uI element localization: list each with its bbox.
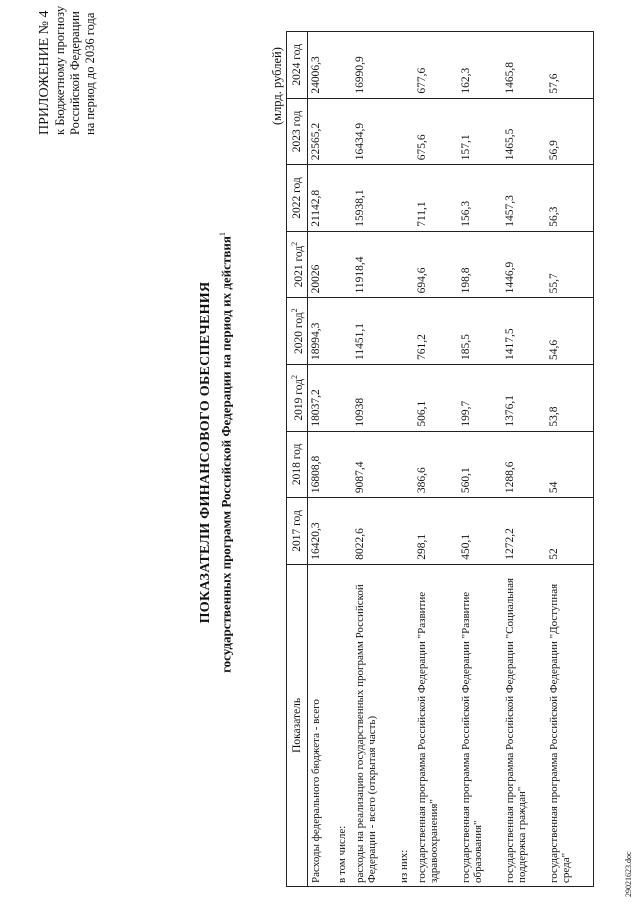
document-file-number: 29021623.doc [624,851,633,897]
value-cell: 53,8 [546,364,594,431]
value-cell [334,165,352,232]
year-label: 2021 год [292,245,305,288]
table-row [334,32,352,887]
value-cell [396,98,414,165]
value-cell [334,364,352,431]
year-footnote-mark: 2 [289,308,299,313]
value-cell: 24006,3 [308,32,334,99]
table-body [308,32,594,887]
value-cell: 711,1 [414,165,458,232]
appendix-heading: ПРИЛОЖЕНИЕ № 4 [37,10,52,135]
value-cell: 157,1 [458,98,502,165]
value-cell: 694,6 [414,231,458,298]
table-row [458,32,502,887]
value-cell [396,298,414,365]
financing-table [286,31,594,887]
year-header [287,32,308,99]
value-cell: 761,2 [414,298,458,365]
value-cell: 298,1 [414,498,458,565]
year-label: 2023 год [291,110,303,153]
value-cell: 16808,8 [308,431,334,498]
row-label: государственная программа Российской Федерации "Социальная поддержка граждан" [502,564,546,886]
year-label: 2018 год [291,443,303,486]
value-cell: 198,8 [458,231,502,298]
year-label: 2024 год [291,44,303,86]
year-footnote-mark: 2 [289,375,299,379]
value-cell: 21142,8 [308,165,334,232]
value-cell: 1376,1 [502,364,546,431]
value-cell: 15938,1 [352,165,396,232]
year-header [287,364,308,431]
value-cell: 185,5 [458,298,502,365]
appendix-line: на период до 2036 года [83,12,97,135]
value-cell: 11451,1 [352,298,396,365]
table-row [352,32,396,887]
year-footnote-mark: 2 [289,241,299,246]
value-cell: 56,3 [546,165,594,232]
value-cell [334,32,352,99]
value-cell: 52 [546,498,594,565]
value-cell: 16420,3 [308,498,334,565]
value-cell: 675,6 [414,98,458,165]
row-label: государственная программа Российской Федерации "Развитие образования" [458,564,502,886]
row-label: государственная программа Российской Федерации "Доступная среда" [546,564,594,886]
row-label: государственная программа Российской Федерации "Развитие здравоохранения" [414,564,458,886]
table-row [414,32,458,887]
value-cell: 22565,2 [308,98,334,165]
value-cell: 20026 [308,231,334,298]
year-header [287,498,308,565]
table-header-row [287,32,308,887]
value-cell: 18994,3 [308,298,334,365]
value-cell: 55,7 [546,231,594,298]
appendix-line: Российской Федерации [68,11,82,135]
row-label: в том числе: [334,564,352,886]
value-cell: 18037,2 [308,364,334,431]
year-header [287,431,308,498]
value-cell: 8022,6 [352,498,396,565]
year-header [287,98,308,165]
value-cell [396,231,414,298]
subtitle-text: государственных программ Российской Федерации на период их действия [218,236,234,673]
table-row [546,32,594,887]
subtitle-footnote-mark: 1 [218,232,227,237]
appendix-block [36,0,98,135]
appendix-line: к Бюджетному прогнозу [53,5,67,135]
value-cell: 1288,6 [502,431,546,498]
value-cell [396,32,414,99]
value-cell [334,98,352,165]
year-header [287,298,308,365]
value-cell: 450,1 [458,498,502,565]
value-cell [334,431,352,498]
value-cell [396,498,414,565]
value-cell: 56,9 [546,98,594,165]
year-header [287,165,308,232]
value-cell: 1465,8 [502,32,546,99]
year-label: 2022 год [291,177,303,219]
value-cell: 11918,4 [352,231,396,298]
value-cell: 16990,9 [352,32,396,99]
value-cell [334,498,352,565]
value-cell [396,165,414,232]
year-label: 2020 год [292,312,305,354]
year-label: 2019 год [292,379,305,421]
value-cell: 506,1 [414,364,458,431]
year-header [287,231,308,298]
value-cell: 1465,5 [502,98,546,165]
value-cell: 677,6 [414,32,458,99]
row-label: из них: [396,564,414,886]
value-cell: 16434,9 [352,98,396,165]
value-cell [396,364,414,431]
document-title: ПОКАЗАТЕЛИ ФИНАНСОВОГО ОБЕСПЕЧЕНИЯ [198,281,213,624]
value-cell: 1446,9 [502,231,546,298]
value-cell: 386,6 [414,431,458,498]
value-cell [334,298,352,365]
value-cell [334,231,352,298]
value-cell: 1272,2 [502,498,546,565]
row-label: расходы на реализацию государственных программ Российской Федерации - всего (открытая часть) [352,564,396,886]
value-cell: 54 [546,431,594,498]
value-cell: 162,3 [458,32,502,99]
value-cell: 57,6 [546,32,594,99]
value-cell: 1457,3 [502,165,546,232]
indicator-header: Показатель [287,564,308,886]
value-cell: 10938 [352,364,396,431]
table-row [502,32,546,887]
year-label: 2017 год [291,510,303,552]
value-cell: 199,7 [458,364,502,431]
value-cell: 54,6 [546,298,594,365]
table-row [308,32,334,887]
value-cell: 1417,5 [502,298,546,365]
row-label: Расходы федерального бюджета - всего [308,564,334,886]
value-cell: 9087,4 [352,431,396,498]
table-row [396,32,414,887]
document-subtitle [218,0,234,905]
value-cell [396,431,414,498]
value-cell: 156,3 [458,165,502,232]
value-cell: 560,1 [458,431,502,498]
units-label: (млрд. рублей) [270,47,284,125]
